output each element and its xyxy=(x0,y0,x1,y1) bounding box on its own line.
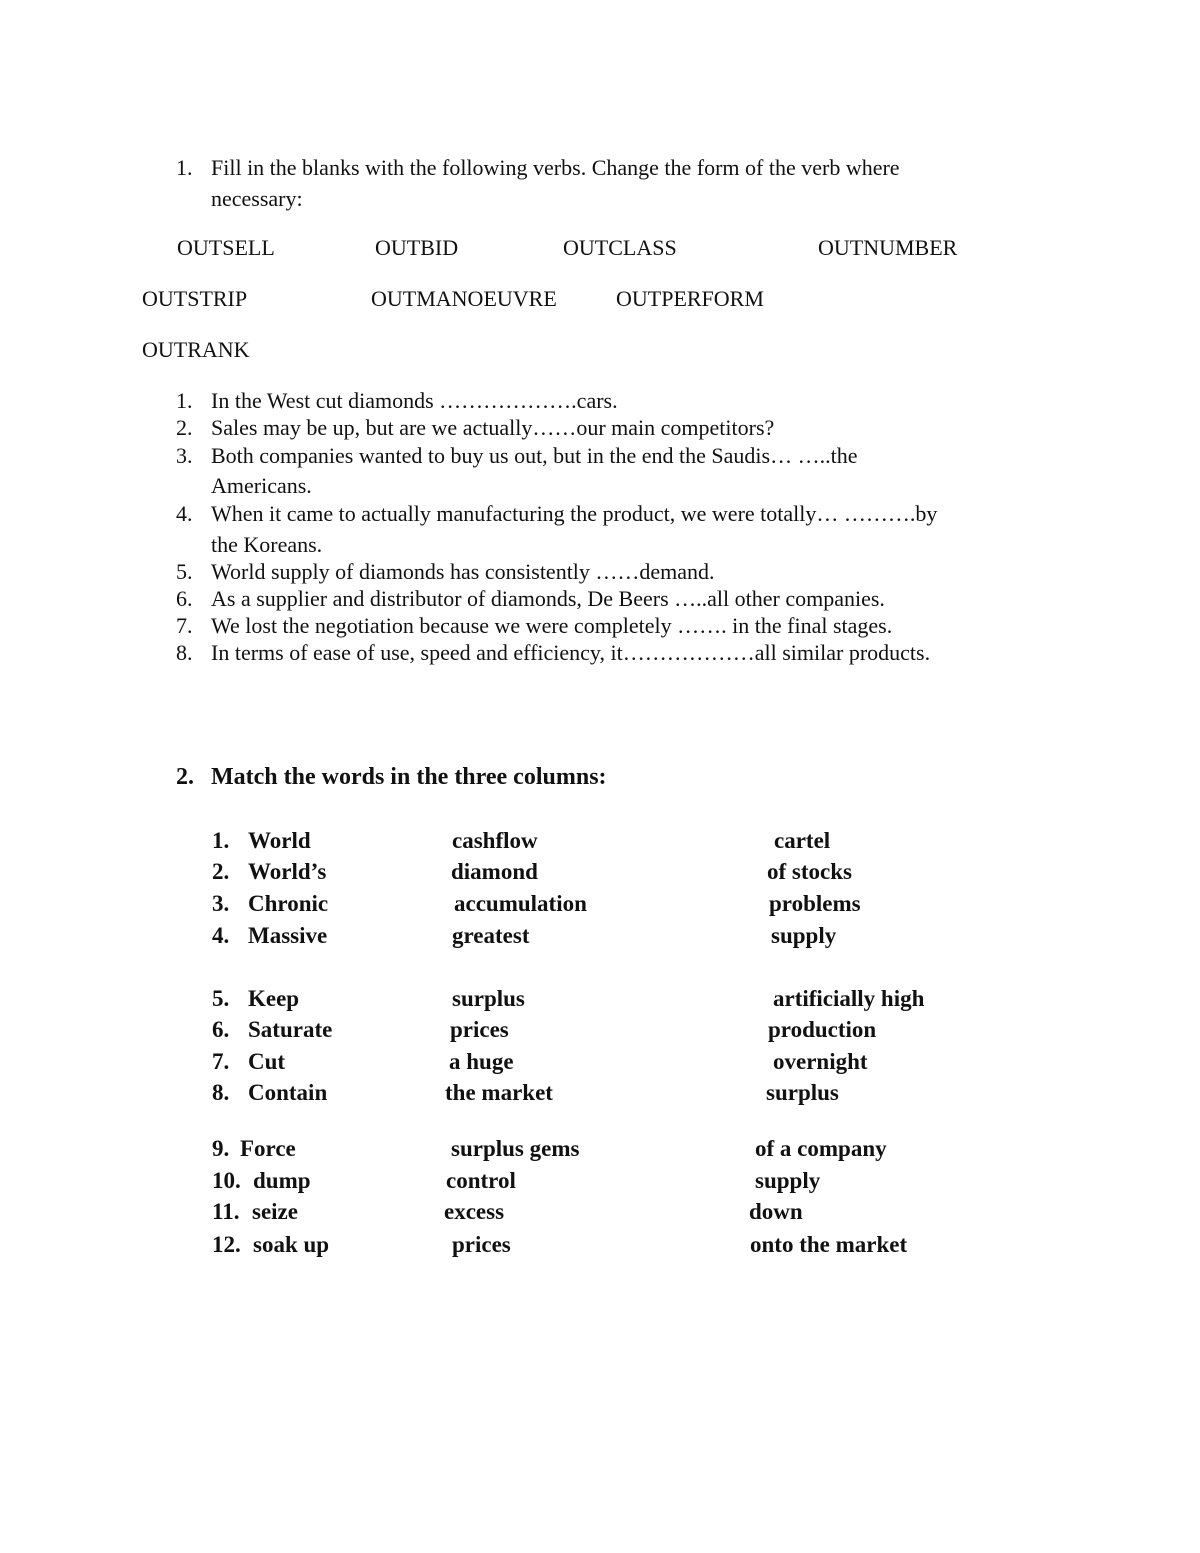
match-row-6-col2: prices xyxy=(450,1017,509,1042)
match-row-7-col2: a huge xyxy=(449,1049,514,1074)
match-row-1-number: 1. xyxy=(212,828,230,853)
match-row-8-number: 8. xyxy=(212,1080,230,1105)
match-row-2-col3: of stocks xyxy=(767,859,852,884)
sentence-4-number: 4. xyxy=(176,501,193,526)
match-row-12-number: 12. xyxy=(212,1232,241,1257)
sentence-2-text: Sales may be up, but are we actually……our main competitors? xyxy=(211,415,775,440)
match-row-5-number: 5. xyxy=(212,986,230,1011)
match-row-5-col1: Keep xyxy=(248,986,300,1011)
match-row-9-number: 9. xyxy=(212,1136,230,1161)
verb-outperform: OUTPERFORM xyxy=(616,286,764,311)
match-row-3-number: 3. xyxy=(212,891,230,916)
match-row-12-col1: soak up xyxy=(253,1232,330,1257)
verb-outstrip: OUTSTRIP xyxy=(142,286,248,311)
sentence-1-text: In the West cut diamonds ……………….cars. xyxy=(211,388,618,413)
match-row-8-col3: surplus xyxy=(766,1080,839,1105)
match-row-3-col1: Chronic xyxy=(248,891,329,916)
sentence-1-number: 1. xyxy=(176,388,193,413)
match-row-1-col1: World xyxy=(248,828,311,853)
verb-outsell: OUTSELL xyxy=(177,235,275,260)
verb-outnumber: OUTNUMBER xyxy=(818,235,958,260)
sentence-8-number: 8. xyxy=(176,640,193,665)
exercise-2-number: 2. xyxy=(176,764,194,790)
sentence-3-text: Both companies wanted to buy us out, but in the end the Saudis… …..the xyxy=(211,443,858,468)
match-row-9-col1: Force xyxy=(240,1136,296,1161)
sentence-3-number: 3. xyxy=(176,443,193,468)
match-row-2-col1: World’s xyxy=(248,859,327,884)
match-row-11-col1: seize xyxy=(252,1199,298,1224)
match-row-9-col2: surplus gems xyxy=(451,1136,580,1161)
exercise-1-instruction-cont: necessary: xyxy=(211,186,303,211)
match-row-9-col3: of a company xyxy=(755,1136,887,1161)
match-row-8-col2: the market xyxy=(445,1080,553,1105)
match-row-1-col2: cashflow xyxy=(452,828,538,853)
verb-outclass: OUTCLASS xyxy=(563,235,677,260)
match-row-2-col2: diamond xyxy=(451,859,538,884)
match-row-1-col3: cartel xyxy=(774,828,831,853)
match-row-4-col2: greatest xyxy=(452,923,530,948)
exercise-2-heading: Match the words in the three columns: xyxy=(211,764,607,790)
match-row-5-col3: artificially high xyxy=(773,986,925,1011)
verb-outrank: OUTRANK xyxy=(142,337,250,362)
match-row-7-col1: Cut xyxy=(248,1049,286,1074)
verb-outbid: OUTBID xyxy=(375,235,459,260)
match-row-10-col2: control xyxy=(446,1168,516,1193)
sentence-4-text-cont: the Koreans. xyxy=(211,532,323,557)
sentence-3-text-cont: Americans. xyxy=(211,473,312,498)
verb-outmanoeuvre: OUTMANOEUVRE xyxy=(371,286,557,311)
sentence-2-number: 2. xyxy=(176,415,193,440)
sentence-8-text: In terms of ease of use, speed and efficiency, it………………all similar products. xyxy=(211,640,931,665)
match-row-11-col2: excess xyxy=(444,1199,505,1224)
match-row-10-col3: supply xyxy=(755,1168,821,1193)
match-row-12-col3: onto the market xyxy=(750,1232,908,1257)
sentence-7-number: 7. xyxy=(176,613,193,638)
match-row-8-col1: Contain xyxy=(248,1080,328,1105)
sentence-5-number: 5. xyxy=(176,559,193,584)
sentence-6-text: As a supplier and distributor of diamonds, De Beers …..all other companies. xyxy=(211,586,885,611)
match-row-10-number: 10. xyxy=(212,1168,241,1193)
sentence-6-number: 6. xyxy=(176,586,193,611)
sentence-7-text: We lost the negotiation because we were completely ……. in the final stages. xyxy=(211,613,893,638)
exercise-1-instruction: Fill in the blanks with the following verbs. Change the form of the verb where xyxy=(211,155,900,180)
match-row-11-number: 11. xyxy=(212,1199,240,1224)
match-row-10-col1: dump xyxy=(253,1168,311,1193)
match-row-3-col3: problems xyxy=(769,891,861,916)
sentence-4-text: When it came to actually manufacturing the product, we were totally… ……….by xyxy=(211,501,938,526)
sentence-5-text: World supply of diamonds has consistently ……demand. xyxy=(211,559,715,584)
match-row-2-number: 2. xyxy=(212,859,230,884)
match-row-4-number: 4. xyxy=(212,923,230,948)
match-row-6-col1: Saturate xyxy=(248,1017,333,1042)
match-row-6-number: 6. xyxy=(212,1017,230,1042)
match-row-4-col3: supply xyxy=(771,923,837,948)
match-row-6-col3: production xyxy=(768,1017,877,1042)
match-row-12-col2: prices xyxy=(452,1232,511,1257)
match-row-3-col2: accumulation xyxy=(454,891,587,916)
match-row-7-col3: overnight xyxy=(773,1049,868,1074)
exercise-1-number: 1. xyxy=(176,155,193,180)
match-row-7-number: 7. xyxy=(212,1049,230,1074)
match-row-5-col2: surplus xyxy=(452,986,525,1011)
match-row-11-col3: down xyxy=(749,1199,803,1224)
match-row-4-col1: Massive xyxy=(248,923,328,948)
